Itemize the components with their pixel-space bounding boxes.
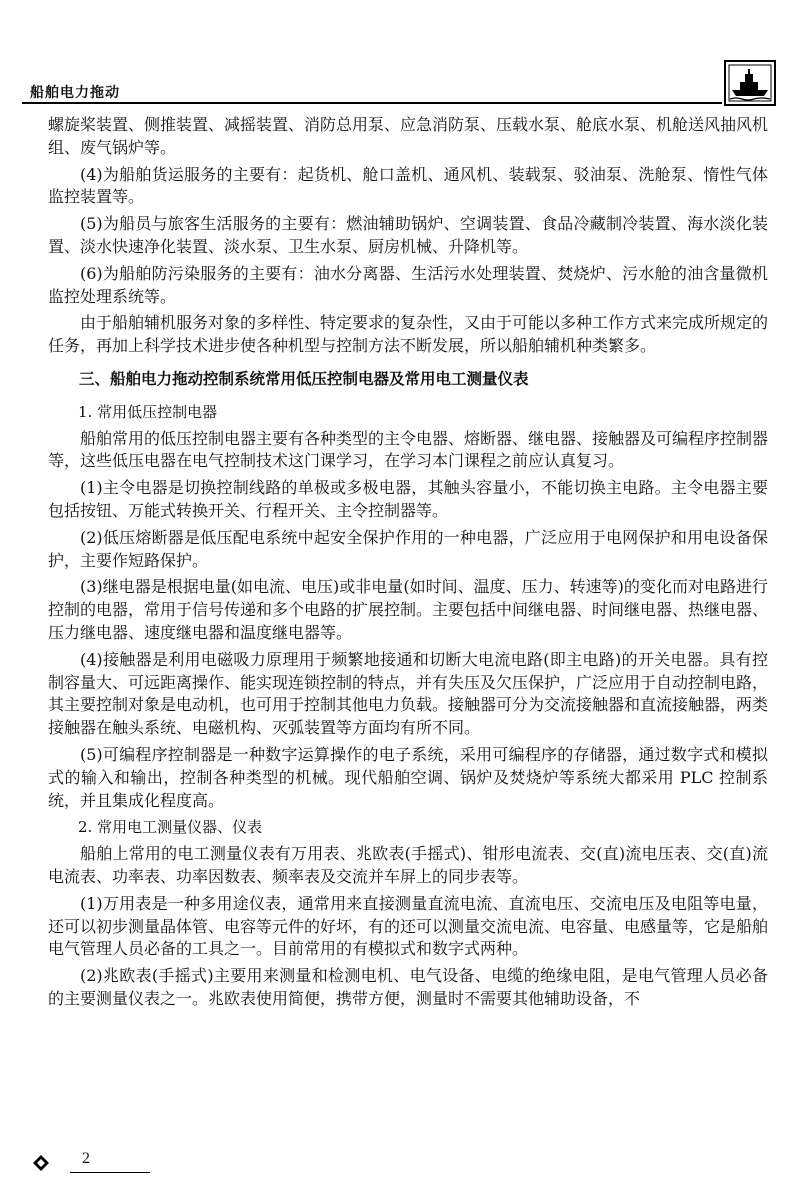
paragraph: (2)兆欧表(手摇式)主要用来测量和检测电机、电气设备、电缆的绝缘电阻，是电气管理人员必备的主要测量仪表之一。兆欧表使用简便，携带方便，测量时不需要其他辅助设备，不 [48, 966, 768, 1008]
paragraph: (2)低压熔断器是低压配电系统中起安全保护作用的一种电器，广泛应用于电网保护和用电设备保护，主要作短路保护。 [48, 527, 768, 570]
paragraph: (5)为船员与旅客生活服务的主要有：燃油辅助锅炉、空调装置、食品冷藏制冷装置、海水淡化装置、淡水快速净化装置、淡水泵、卫生水泵、厨房机械、升降机等。 [48, 214, 768, 256]
paragraph: (1)万用表是一种多用途仪表，通常用来直接测量直流电流、直流电压、交流电压及电阻等电量，还可以初步测量晶体管、电容等元件的好坏，有的还可以测量交流电流、电容量、电感量等，它是船舶电气管理人员必备的工具之一。目前常用的有模拟式和数字式两种。 [48, 893, 769, 959]
paragraph: (5)可编程序控制器是一种数字运算操作的电子系统，采用可编程序的存储器，通过数字式和模拟式的输入和输出，控制各种类型的机械。现代船舶空调、锅炉及焚烧炉等系统大都采用 PLC 控制系统，并且集成化程度高。 [48, 744, 768, 810]
paragraph: 螺旋桨装置、侧推装置、减摇装置、消防总用泵、应急消防泵、压载水泵、舱底水泵、机舱送风抽风机组、废气锅炉等。 [48, 115, 769, 157]
paragraph: (1)主令电器是切换控制线路的单极或多极电器，其触头容量小，不能切换主电路。主令电器主要包括按钮、万能式转换开关、行程开关、主令控制器等。 [48, 478, 768, 520]
paragraph: (4)接触器是利用电磁吸力原理用于频繁地接通和切断大电流电路(即主电路)的开关电器。具有控制容量大、可远距离操作、能实现连锁控制的特点，并有失压及欠压保护，广泛应用于自动控制电路，其主要控制对象是电动机，也可用于控制其他电力负载。接触器可分为交流接触器和直流接触器，两类接触器在触头系统、电磁机构、灭弧装置等方面均有所不同。 [48, 649, 769, 738]
section-heading: 三、船舶电力拖动控制系统常用低压控制电器及常用电工测量仪表 [79, 369, 529, 388]
paragraph: (6)为船舶防污染服务的主要有：油水分离器、生活污水处理装置、焚烧炉、污水舱的油含量微机监控处理系统等。 [48, 263, 768, 306]
paragraph: (3)继电器是根据电量(如电流、电压)或非电量(如时间、温度、压力、转速等)的变化而对电路进行控制的电器，常用于信号传递和多个电路的扩展控制。主要包括中间继电器、时间继电器、热继电器、压力继电器、速度继电器和温度继电器等。 [48, 577, 769, 642]
footer-rule [70, 1172, 150, 1173]
subsection-heading: 1. 常用低压控制电器 [78, 402, 218, 421]
header-rule [22, 102, 722, 104]
page-number: 2 [82, 1150, 90, 1167]
paragraph: 由于船舶辅机服务对象的多样性、特定要求的复杂性，又由于可能以多种工作方式来完成所规定的任务，再加上科学技术进步使各种机型与控制方法不断发展，所以船舶辅机种类繁多。 [48, 313, 769, 356]
paragraph: (4)为船舶货运服务的主要有：起货机、舱口盖机、通风机、装载泵、驳油泵、洗舱泵、惰性气体监控装置等。 [48, 164, 768, 207]
running-header-title: 船舶电力拖动 [30, 85, 120, 101]
running-header [0, 78, 790, 106]
page-body [48, 114, 768, 1015]
diamond-icon [32, 1154, 50, 1172]
paragraph: 船舶常用的低压控制电器主要有各种类型的主令电器、熔断器、继电器、接触器及可编程序控制器等，这些低压电器在电气控制技术这门课学习，在学习本门课程之前应认真复习。 [48, 428, 769, 471]
page-footer [30, 1150, 130, 1180]
ship-icon [724, 60, 776, 106]
subsection-heading: 2. 常用电工测量仪器、仪表 [78, 818, 263, 837]
paragraph: 船舶上常用的电工测量仪表有万用表、兆欧表(手摇式)、钳形电流表、交(直)流电压表、交(直)流电流表、功率表、功率因数表、频率表及交流并车屏上的同步表等。 [48, 844, 768, 886]
